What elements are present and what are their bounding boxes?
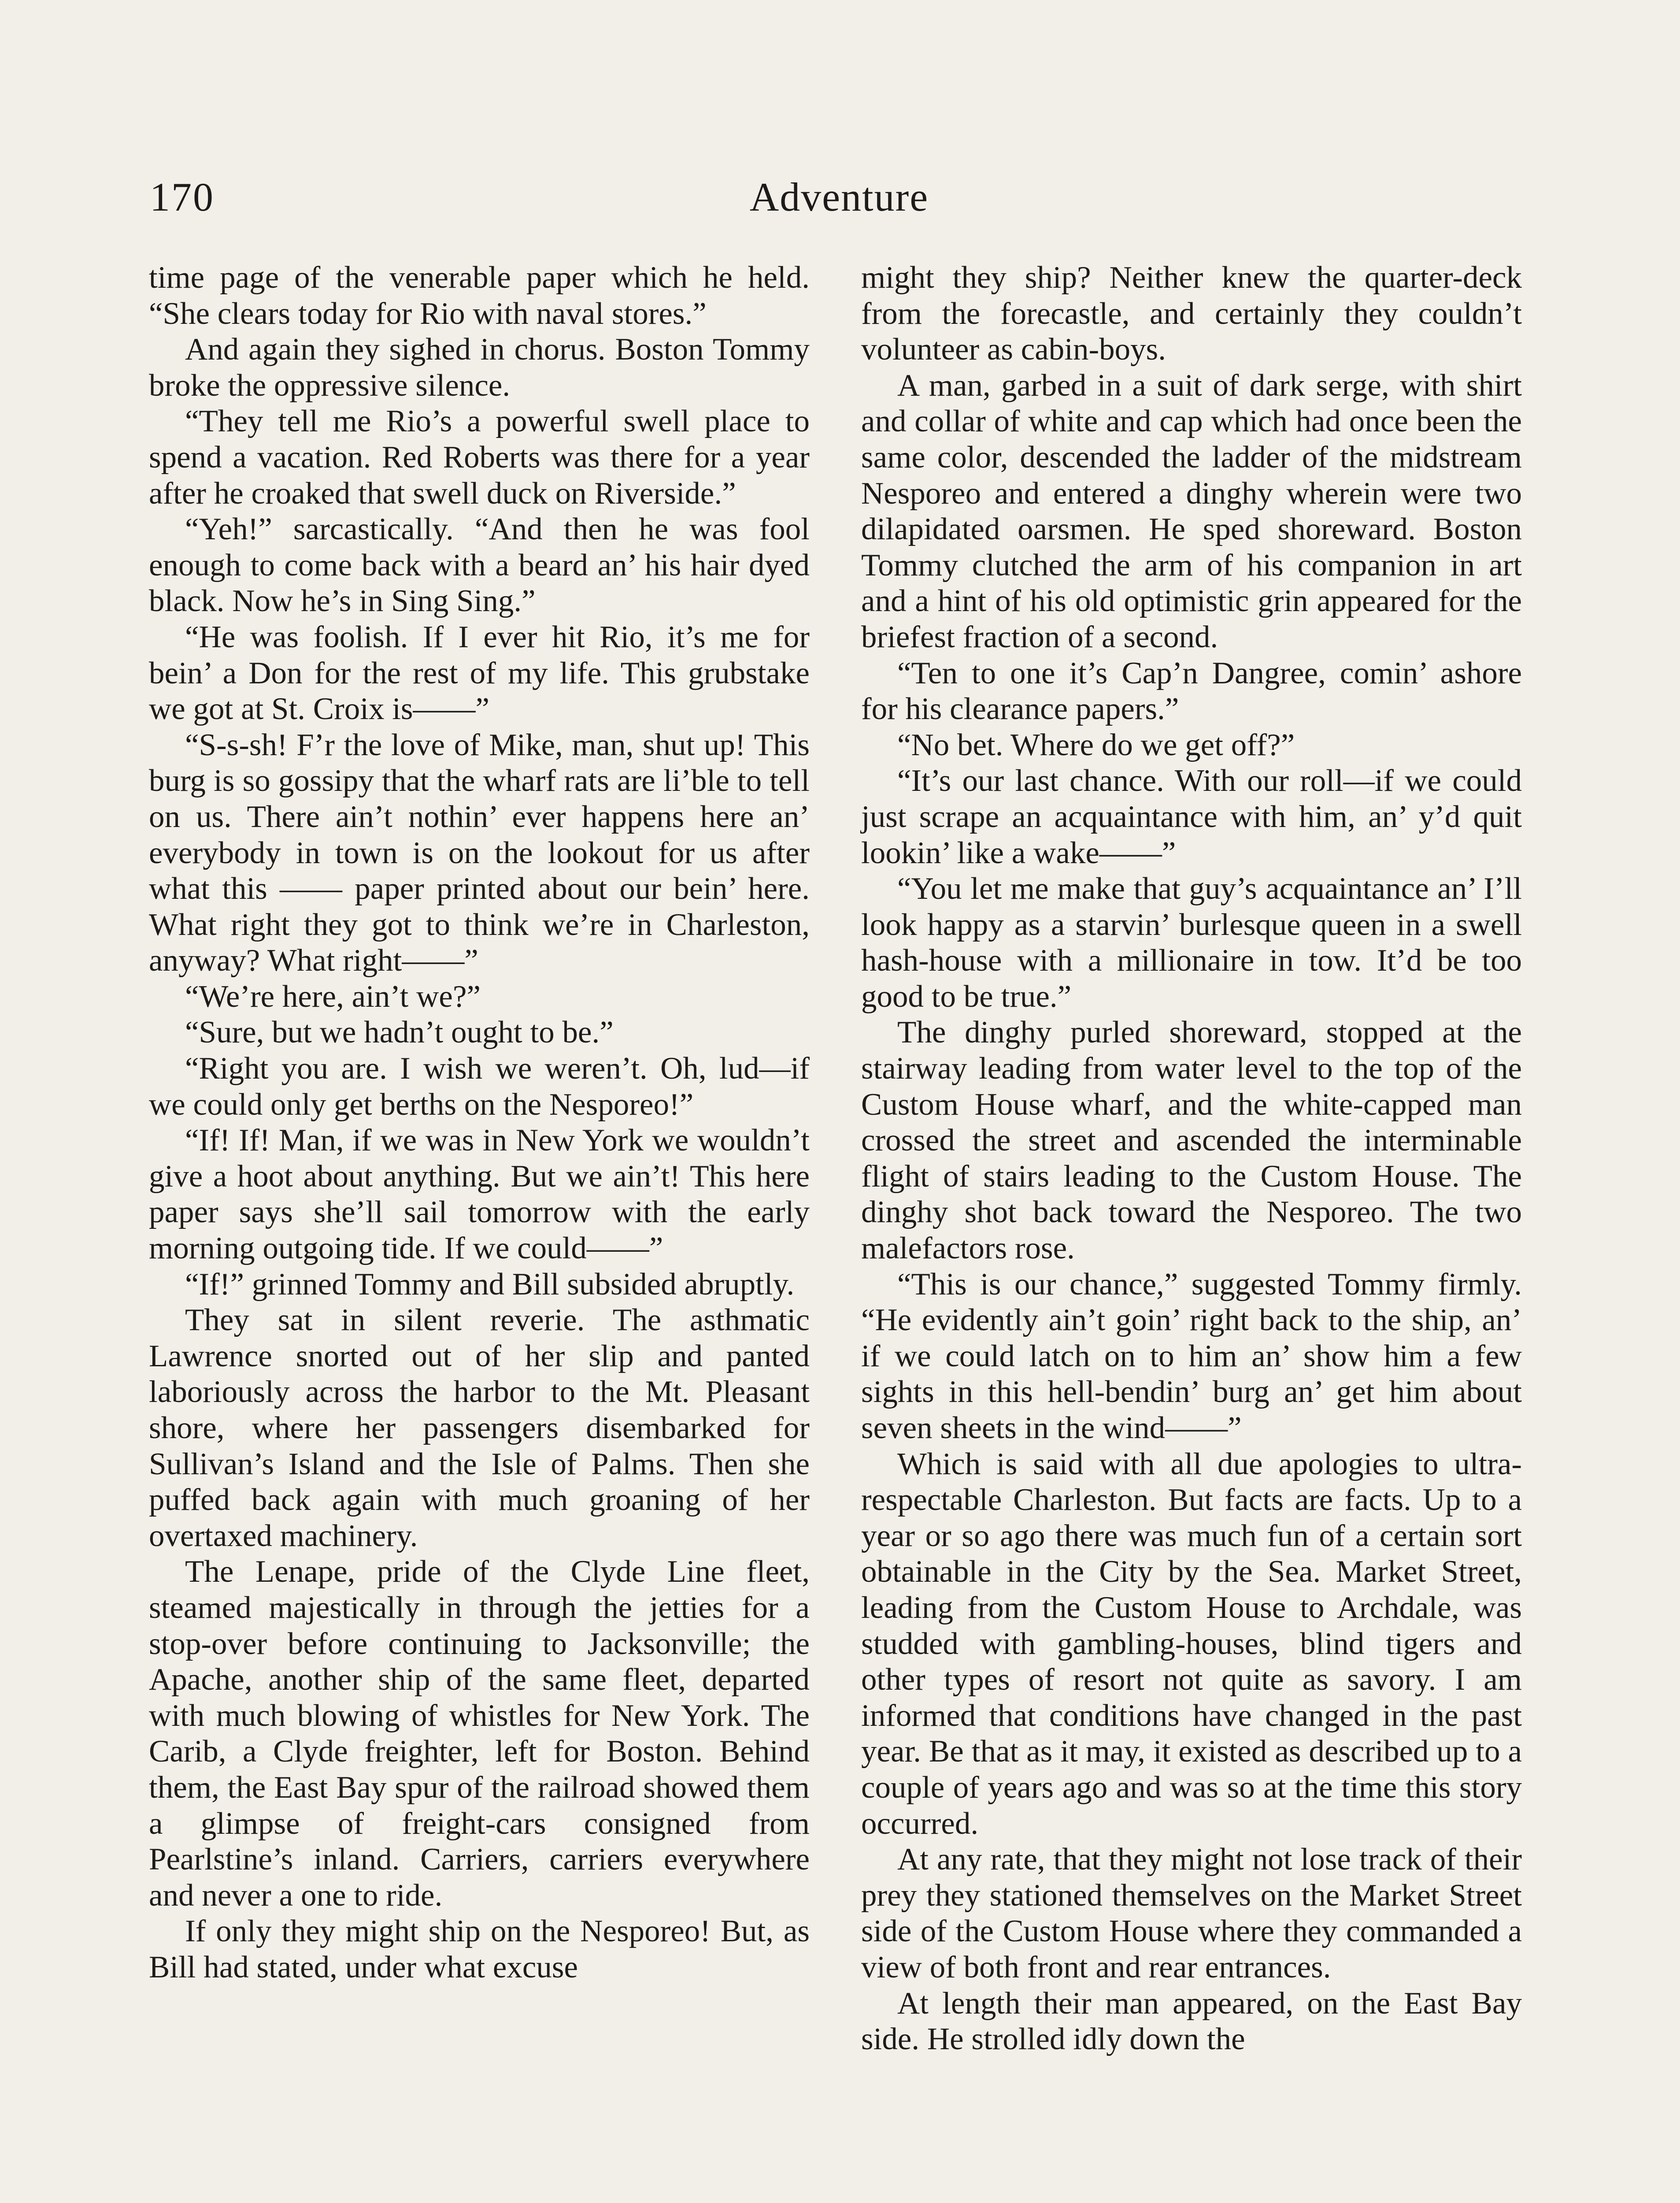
paragraph: “If! If! Man, if we was in New York we wouldn’t give a hoot about anything. But we ain’t! This here paper says she’ll sail tomorrow with the early morning outgoing tide. If we could——” xyxy=(149,1123,810,1266)
paragraph: And again they sighed in chorus. Boston Tommy broke the oppressive silence. xyxy=(149,332,810,403)
paragraph: “They tell me Rio’s a powerful swell place to spend a vacation. Red Roberts was there for a year after he croaked that swell duck on Riverside.” xyxy=(149,404,810,511)
paragraph: “Ten to one it’s Cap’n Dangree, comin’ ashore for his clearance papers.” xyxy=(861,656,1522,727)
paragraph: If only they might ship on the Nesporeo! But, as Bill had stated, under what excuse xyxy=(149,1914,810,1984)
paragraph: The Lenape, pride of the Clyde Line fleet, steamed majestically in through the jetties for a stop-over before continuing to Jacksonville; the Apache, another ship of the same fleet, departed with much blowing of whistles for New York. The Carib, a Clyde freighter, left for Boston. Behind them, the East Bay spur of the railroad showed them a glimpse of freight-cars consigned from Pearlstine’s inland. Carriers, carriers everywhere and never a one to ride. xyxy=(149,1554,810,1913)
paragraph: “No bet. Where do we get off?” xyxy=(897,727,1295,762)
paragraph: “If!” grinned Tommy and Bill subsided abruptly. xyxy=(185,1267,795,1302)
paragraph: “We’re here, ain’t we?” xyxy=(185,979,481,1014)
paragraph: “S-s-sh! F’r the love of Mike, man, shut up! This burg is so gossipy that the wharf rats are li’ble to tell on us. There ain’t nothin’ ever happens here an’ everybody in town is on the lookout for us after what this —— paper printed about our bein’ here. What right they got to think we’re in Charleston, anyway? What right——” xyxy=(149,727,810,978)
running-title: Adventure xyxy=(749,174,929,219)
paragraph: They sat in silent reverie. The asthmatic Lawrence snorted out of her slip and panted laboriously across the harbor to the Mt. Pleasant shore, where her passengers disembarked for Sullivan’s Island and the Isle of Palms. Then she puffed back again with much groaning of her overtaxed machinery. xyxy=(149,1303,810,1553)
left-column xyxy=(149,260,810,1986)
paragraph: The dinghy purled shoreward, stopped at the stairway leading from water level to the top of the Custom House wharf, and the white-capped man crossed the street and ascended the interminable flight of stairs leading to the Custom House. The dinghy shot back toward the Nesporeo. The two malefactors rose. xyxy=(861,1015,1522,1266)
paragraph: “This is our chance,” suggested Tommy firmly. “He evidently ain’t goin’ right back to the ship, an’ if we could latch on to him an’ show him a few sights in this hell-bendin’ burg an’ get him about seven sheets in the wind——” xyxy=(861,1267,1522,1445)
paragraph: Which is said with all due apologies to ultra-respectable Charleston. But facts are facts. Up to a year or so ago there was much fun of a certain sort obtainable in the City by the Sea. Market Street, leading from the Custom House to Archdale, was studded with gambling-houses, blind tigers and other types of resort not quite as savory. I am informed that conditions have changed in the past year. Be that as it may, it existed as described up to a couple of years ago and was so at the time this story occurred. xyxy=(861,1446,1522,1841)
paragraph: “Yeh!” sarcastically. “And then he was fool enough to come back with a beard an’ his hair dyed black. Now he’s in Sing Sing.” xyxy=(149,512,810,619)
paragraph: “It’s our last chance. With our roll—if we could just scrape an acquaintance with him, an’ y’d quit lookin’ like a wake——” xyxy=(861,764,1522,870)
paragraph: “Right you are. I wish we weren’t. Oh, lud—if we could only get berths on the Nesporeo!” xyxy=(149,1051,810,1122)
paragraph: “You let me make that guy’s acquaintance an’ I’ll look happy as a starvin’ burlesque queen in a swell hash-house with a millionaire in tow. It’d be too good to be true.” xyxy=(861,872,1522,1014)
paragraph: “Sure, but we hadn’t ought to be.” xyxy=(185,1015,614,1050)
paragraph: “He was foolish. If I ever hit Rio, it’s me for bein’ a Don for the rest of my life. This grubstake we got at St. Croix is——” xyxy=(149,619,810,727)
paragraph: At length their man appeared, on the East Bay side. He strolled idly down the xyxy=(861,1986,1522,2057)
right-column xyxy=(861,260,1522,2058)
paragraph: At any rate, that they might not lose track of their prey they stationed themselves on the Market Street side of the Custom House where they commanded a view of both front and rear entrances. xyxy=(861,1842,1522,1984)
page-header xyxy=(150,164,1528,230)
paragraph: time page of the venerable paper which he held. “She clears today for Rio with naval stores.” xyxy=(149,260,810,331)
paragraph: might they ship? Neither knew the quarter-deck from the forecastle, and certainly they couldn’t volunteer as cabin-boys. xyxy=(861,260,1522,367)
page-number: 170 xyxy=(150,174,215,219)
paragraph: A man, garbed in a suit of dark serge, with shirt and collar of white and cap which had once been the same color, descended the ladder of the midstream Nesporeo and entered a dinghy wherein were two dilapidated oarsmen. He sped shoreward. Boston Tommy clutched the arm of his companion in art and a hint of his old optimistic grin appeared for the briefest fraction of a second. xyxy=(861,368,1522,654)
